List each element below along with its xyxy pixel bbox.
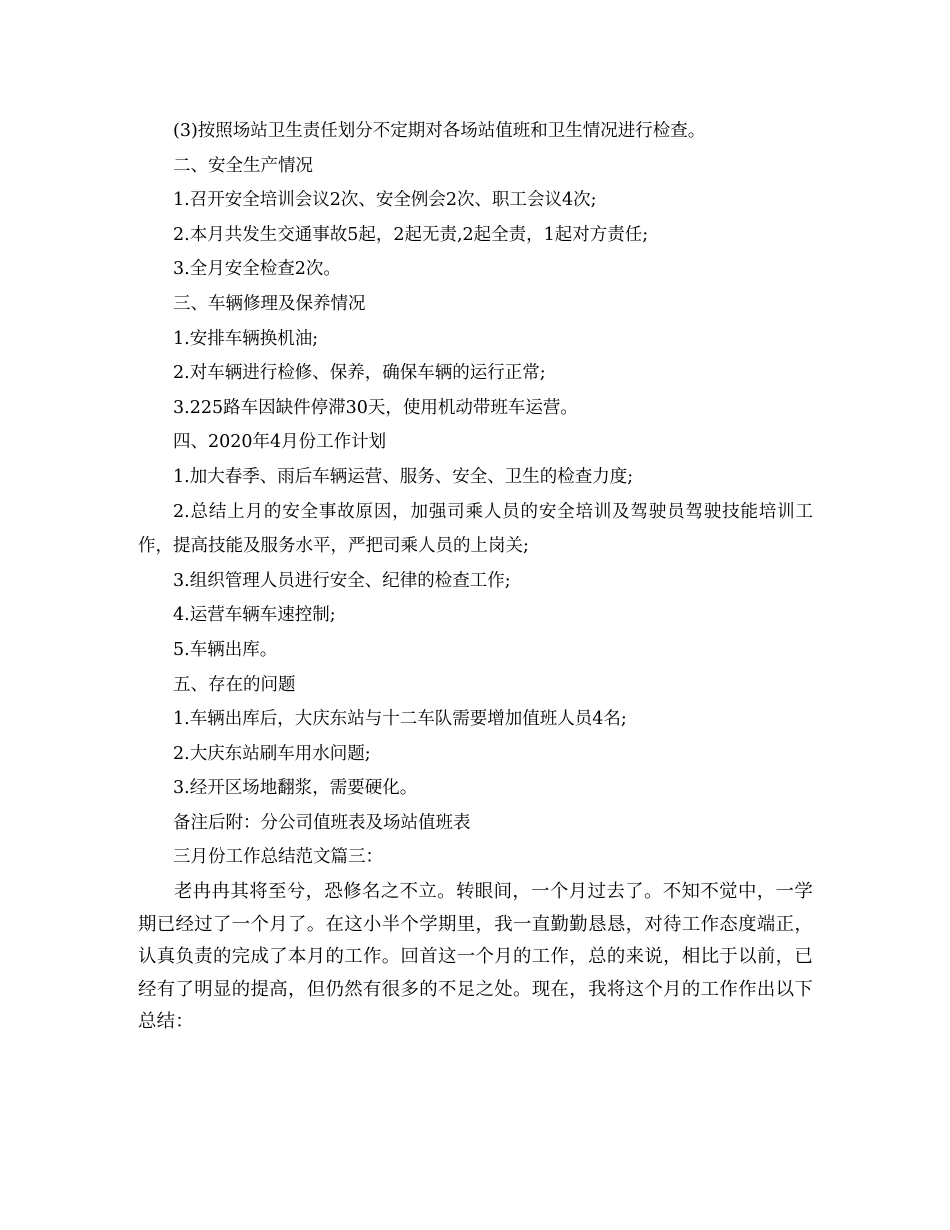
paragraph-monthly-summary: 老冉冉其将至兮，恐修名之不立。转眼间，一个月过去了。不知不觉中，一学期已经过了一个月了。在这小半个学期里，我一直勤勤恳恳，对待工作态度端正，认真负责的完成了本月的工作。回首这一个月的工作，总的来说，相比于以前，已经有了明显的提高，但仍然有很多的不足之处。现在，我将这个月的工作作出以下总结： [138, 881, 813, 1033]
text-line-hardening: 3.经开区场地翻浆，需要硬化。 [173, 778, 418, 799]
text-line-inspection: (3)按照场站卫生责任划分不定期对各场站值班和卫生情况进行检查。 [173, 121, 706, 141]
text-line-servicing: 2.对车辆进行检修、保养，确保车辆的运行正常; [173, 363, 546, 384]
text-line-discipline-check: 3.组织管理人员进行安全、纪律的检查工作; [173, 570, 511, 591]
text-line-safety-checks: 3.全月安全检查2次。 [173, 259, 341, 280]
document-body [138, 114, 813, 1039]
section-heading-maintenance: 三、车辆修理及保养情况 [173, 293, 366, 314]
section-heading-sample-three: 三月份工作总结范文篇三： [173, 847, 383, 868]
text-line-accidents: 2.本月共发生交通事故5起，2起无责,2起全责，1起对方责任; [173, 224, 649, 245]
text-line-meetings: 1.召开安全培训会议2次、安全例会2次、职工会议4次; [173, 190, 597, 211]
section-heading-problems: 五、存在的问题 [173, 674, 296, 695]
text-line-inspection-strength: 1.加大春季、雨后车辆运营、服务、安全、卫生的检查力度; [173, 466, 634, 487]
section-heading-safety: 二、安全生产情况 [173, 155, 313, 176]
text-line-oil-change: 1.安排车辆换机油; [173, 328, 319, 349]
text-line-vehicle-exit: 5.车辆出库。 [173, 639, 278, 660]
text-line-route-225: 3.225路车因缺件停滞30天，使用机动带班车运营。 [173, 397, 578, 418]
text-line-speed-control: 4.运营车辆车速控制; [173, 605, 336, 626]
text-line-remark: 备注后附：分公司值班表及场站值班表 [173, 812, 471, 833]
section-heading-april-plan: 四、2020年4月份工作计划 [173, 432, 387, 453]
paragraph-training: 2.总结上月的安全事故原因，加强司乘人员的安全培训及驾驶员驾驶技能培训工作，提高技能及服务水平，严把司乘人员的上岗关; [138, 501, 813, 557]
text-line-water: 2.大庆东站刷车用水问题; [173, 743, 371, 764]
text-line-staffing: 1.车辆出库后，大庆东站与十二车队需要增加值班人员4名; [173, 709, 627, 730]
